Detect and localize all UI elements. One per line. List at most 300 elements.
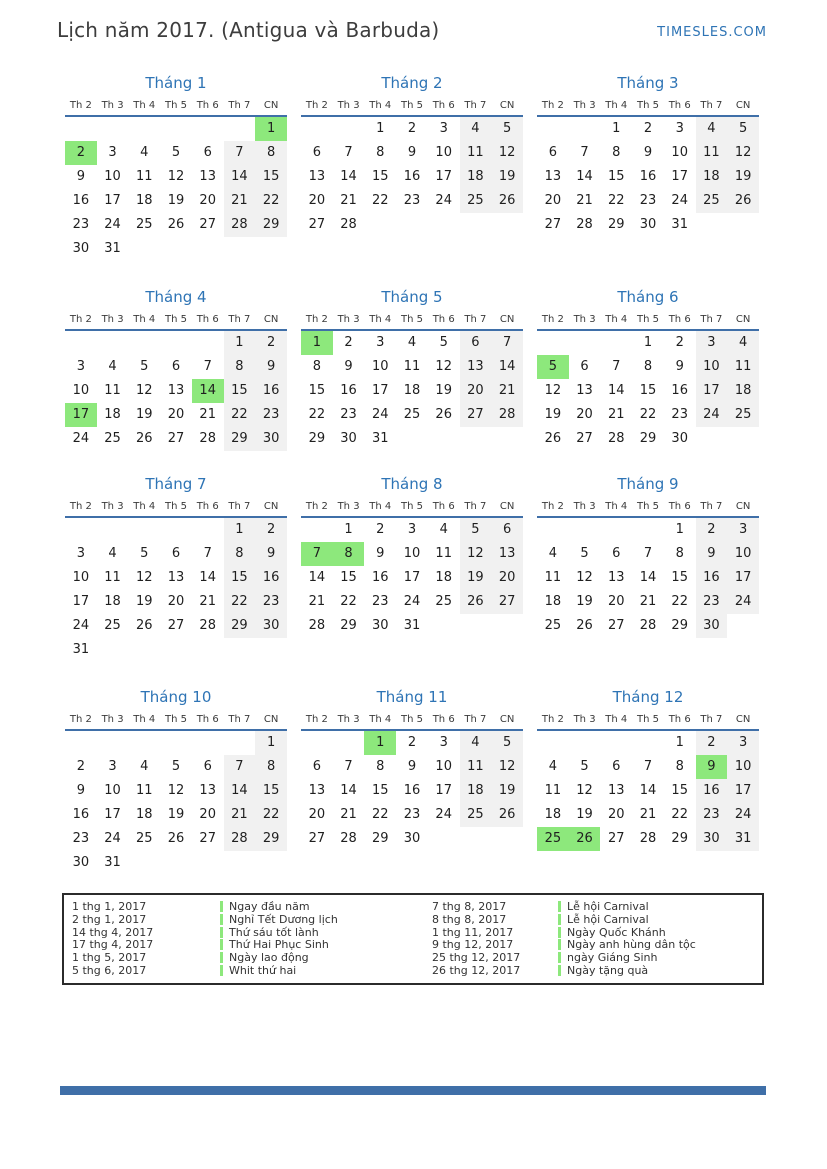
day-cell[interactable]: 19 — [167, 193, 185, 208]
day-cell[interactable]: 2 — [407, 735, 417, 750]
day-cell[interactable]: 8 — [675, 759, 684, 774]
day-cell[interactable]: 7 — [643, 546, 653, 561]
day-cell[interactable]: 25 — [403, 407, 421, 422]
day-cell[interactable]: 25 — [136, 217, 153, 232]
day-cell[interactable]: 26 — [167, 831, 185, 846]
day-cell[interactable]: 13 — [199, 169, 216, 184]
day-cell[interactable]: 9 — [76, 169, 85, 184]
day-cell[interactable]: 20 — [460, 379, 492, 403]
day-cell[interactable]: 8 — [643, 359, 653, 374]
day-cell[interactable]: 26 — [576, 618, 593, 633]
day-cell[interactable]: 19 — [136, 594, 153, 609]
day-cell[interactable]: 5 — [439, 335, 448, 350]
day-cell[interactable]: 1 — [612, 121, 621, 136]
day-cell[interactable]: 25 — [136, 831, 153, 846]
day-cell[interactable]: 19 — [435, 383, 452, 398]
day-cell[interactable]: 13 — [576, 383, 593, 398]
day-cell[interactable]: 4 — [548, 759, 557, 774]
day-cell[interactable]: 25 — [537, 827, 569, 851]
day-cell[interactable]: 24 — [72, 431, 90, 446]
day-cell[interactable]: 19 — [167, 807, 185, 822]
day-cell[interactable]: 23 — [639, 193, 657, 208]
day-cell[interactable]: 11 — [104, 570, 121, 585]
day-cell[interactable]: 1 — [675, 522, 684, 537]
day-cell[interactable]: 10 — [435, 145, 452, 160]
day-cell[interactable]: 14 — [308, 570, 326, 585]
day-cell[interactable]: 29 — [639, 431, 657, 446]
day-cell[interactable]: 27 — [199, 217, 216, 232]
day-cell[interactable]: 13 — [167, 570, 185, 585]
day-cell[interactable]: 26 — [544, 431, 562, 446]
day-cell[interactable]: 16 — [403, 169, 421, 184]
day-cell[interactable]: 28 — [340, 831, 357, 846]
day-cell[interactable]: 11 — [544, 570, 562, 585]
day-cell[interactable]: 12 — [544, 383, 562, 398]
day-cell[interactable]: 18 — [136, 193, 153, 208]
day-cell[interactable]: 27 — [608, 831, 625, 846]
day-cell[interactable]: 2 — [76, 759, 85, 774]
day-cell[interactable]: 30 — [255, 614, 287, 638]
day-cell[interactable]: 22 — [224, 403, 256, 427]
day-cell[interactable]: 20 — [167, 407, 185, 422]
day-cell[interactable]: 30 — [671, 431, 688, 446]
day-cell[interactable]: 16 — [72, 807, 90, 822]
day-cell[interactable]: 21 — [224, 189, 256, 213]
day-cell[interactable]: 5 — [491, 117, 523, 141]
day-cell[interactable]: 24 — [72, 618, 90, 633]
day-cell[interactable]: 25 — [727, 403, 759, 427]
day-cell[interactable]: 5 — [140, 359, 149, 374]
day-cell[interactable]: 26 — [491, 803, 523, 827]
day-cell[interactable]: 24 — [696, 403, 728, 427]
day-cell[interactable]: 25 — [460, 803, 492, 827]
day-cell[interactable]: 21 — [491, 379, 523, 403]
day-cell[interactable]: 18 — [136, 807, 153, 822]
day-cell[interactable]: 13 — [308, 783, 326, 798]
day-cell[interactable]: 8 — [675, 546, 684, 561]
day-cell[interactable]: 25 — [104, 618, 121, 633]
day-cell[interactable]: 5 — [491, 731, 523, 755]
day-cell[interactable]: 6 — [612, 759, 621, 774]
day-cell[interactable]: 1 — [643, 335, 653, 350]
day-cell[interactable]: 9 — [675, 359, 684, 374]
day-cell[interactable]: 2 — [675, 335, 684, 350]
day-cell[interactable]: 10 — [72, 570, 90, 585]
day-cell[interactable]: 21 — [199, 407, 216, 422]
day-cell[interactable]: 9 — [407, 759, 417, 774]
day-cell[interactable]: 15 — [671, 570, 688, 585]
day-cell[interactable]: 23 — [403, 193, 421, 208]
day-cell[interactable]: 31 — [372, 431, 389, 446]
day-cell[interactable]: 20 — [308, 193, 326, 208]
day-cell[interactable]: 16 — [72, 193, 90, 208]
day-cell[interactable]: 27 — [199, 831, 216, 846]
day-cell[interactable]: 30 — [403, 831, 421, 846]
day-cell[interactable]: 9 — [344, 359, 353, 374]
day-cell[interactable]: 29 — [224, 427, 256, 451]
day-cell[interactable]: 6 — [312, 145, 321, 160]
day-cell[interactable]: 21 — [199, 594, 216, 609]
day-cell[interactable]: 1 — [364, 731, 396, 755]
day-cell[interactable]: 14 — [576, 169, 593, 184]
day-cell[interactable]: 23 — [696, 590, 728, 614]
day-cell[interactable]: 9 — [376, 546, 385, 561]
day-cell[interactable]: 22 — [255, 189, 287, 213]
day-cell[interactable]: 11 — [435, 546, 452, 561]
day-cell[interactable]: 1 — [224, 518, 256, 542]
day-cell[interactable]: 4 — [460, 731, 492, 755]
day-cell[interactable]: 30 — [372, 618, 389, 633]
day-cell[interactable]: 14 — [491, 355, 523, 379]
day-cell[interactable]: 27 — [544, 217, 562, 232]
day-cell[interactable]: 9 — [643, 145, 653, 160]
day-cell[interactable]: 8 — [333, 542, 365, 566]
day-cell[interactable]: 31 — [72, 642, 90, 657]
day-cell[interactable]: 4 — [108, 546, 117, 561]
site-link[interactable]: TIMESLES.COM — [657, 25, 767, 40]
day-cell[interactable]: 6 — [548, 145, 557, 160]
day-cell[interactable]: 7 — [224, 141, 256, 165]
day-cell[interactable]: 5 — [171, 759, 181, 774]
day-cell[interactable]: 27 — [308, 831, 326, 846]
day-cell[interactable]: 16 — [696, 566, 728, 590]
day-cell[interactable]: 18 — [460, 165, 492, 189]
day-cell[interactable]: 26 — [435, 407, 452, 422]
day-cell[interactable]: 19 — [491, 779, 523, 803]
day-cell[interactable]: 12 — [435, 359, 452, 374]
day-cell[interactable]: 26 — [727, 189, 759, 213]
day-cell[interactable]: 28 — [576, 217, 593, 232]
day-cell[interactable]: 18 — [727, 379, 759, 403]
day-cell[interactable]: 24 — [727, 590, 759, 614]
day-cell[interactable]: 13 — [608, 570, 625, 585]
day-cell[interactable]: 28 — [199, 618, 216, 633]
day-cell[interactable]: 7 — [203, 546, 212, 561]
day-cell[interactable]: 5 — [580, 759, 589, 774]
day-cell[interactable]: 4 — [140, 759, 149, 774]
day-cell[interactable]: 6 — [171, 359, 181, 374]
day-cell[interactable]: 10 — [435, 759, 452, 774]
day-cell[interactable]: 26 — [491, 189, 523, 213]
day-cell[interactable]: 17 — [104, 193, 121, 208]
day-cell[interactable]: 27 — [167, 431, 185, 446]
day-cell[interactable]: 7 — [643, 759, 653, 774]
day-cell[interactable]: 26 — [136, 431, 153, 446]
day-cell[interactable]: 27 — [460, 403, 492, 427]
day-cell[interactable]: 30 — [72, 241, 90, 256]
day-cell[interactable]: 9 — [76, 783, 85, 798]
day-cell[interactable]: 7 — [580, 145, 589, 160]
day-cell[interactable]: 29 — [671, 831, 688, 846]
day-cell[interactable]: 5 — [727, 117, 759, 141]
day-cell[interactable]: 22 — [255, 803, 287, 827]
day-cell[interactable]: 1 — [255, 731, 287, 755]
day-cell[interactable]: 13 — [544, 169, 562, 184]
day-cell[interactable]: 17 — [372, 383, 389, 398]
day-cell[interactable]: 21 — [639, 807, 657, 822]
day-cell[interactable]: 17 — [727, 566, 759, 590]
day-cell[interactable]: 4 — [696, 117, 728, 141]
day-cell[interactable]: 15 — [255, 779, 287, 803]
day-cell[interactable]: 31 — [104, 241, 121, 256]
day-cell[interactable]: 22 — [639, 407, 657, 422]
day-cell[interactable]: 10 — [727, 755, 759, 779]
day-cell[interactable]: 10 — [104, 783, 121, 798]
day-cell[interactable]: 12 — [727, 141, 759, 165]
day-cell[interactable]: 12 — [136, 383, 153, 398]
day-cell[interactable]: 27 — [167, 618, 185, 633]
day-cell[interactable]: 30 — [639, 217, 657, 232]
day-cell[interactable]: 21 — [308, 594, 326, 609]
day-cell[interactable]: 9 — [696, 542, 728, 566]
day-cell[interactable]: 29 — [255, 213, 287, 237]
day-cell[interactable]: 26 — [460, 590, 492, 614]
day-cell[interactable]: 16 — [372, 570, 389, 585]
day-cell[interactable]: 19 — [544, 407, 562, 422]
day-cell[interactable]: 13 — [199, 783, 216, 798]
day-cell[interactable]: 22 — [224, 590, 256, 614]
day-cell[interactable]: 29 — [372, 831, 389, 846]
day-cell[interactable]: 16 — [340, 383, 357, 398]
day-cell[interactable]: 16 — [403, 783, 421, 798]
day-cell[interactable]: 31 — [104, 855, 121, 870]
day-cell[interactable]: 11 — [104, 383, 121, 398]
day-cell[interactable]: 30 — [255, 427, 287, 451]
day-cell[interactable]: 21 — [576, 193, 593, 208]
day-cell[interactable]: 19 — [576, 594, 593, 609]
day-cell[interactable]: 23 — [340, 407, 357, 422]
day-cell[interactable]: 6 — [491, 518, 523, 542]
day-cell[interactable]: 4 — [439, 522, 448, 537]
day-cell[interactable]: 25 — [104, 431, 121, 446]
day-cell[interactable]: 30 — [696, 827, 728, 851]
day-cell[interactable]: 6 — [171, 546, 181, 561]
day-cell[interactable]: 20 — [608, 807, 625, 822]
day-cell[interactable]: 15 — [372, 783, 389, 798]
day-cell[interactable]: 23 — [255, 590, 287, 614]
day-cell[interactable]: 4 — [727, 331, 759, 355]
day-cell[interactable]: 5 — [537, 355, 569, 379]
day-cell[interactable]: 7 — [203, 359, 212, 374]
day-cell[interactable]: 20 — [608, 594, 625, 609]
day-cell[interactable]: 17 — [65, 403, 97, 427]
day-cell[interactable]: 23 — [372, 594, 389, 609]
day-cell[interactable]: 6 — [203, 145, 212, 160]
day-cell[interactable]: 15 — [671, 783, 688, 798]
day-cell[interactable]: 21 — [639, 594, 657, 609]
day-cell[interactable]: 7 — [344, 145, 353, 160]
day-cell[interactable]: 3 — [108, 759, 117, 774]
day-cell[interactable]: 8 — [255, 755, 287, 779]
day-cell[interactable]: 25 — [544, 618, 562, 633]
day-cell[interactable]: 10 — [104, 169, 121, 184]
day-cell[interactable]: 17 — [72, 594, 90, 609]
day-cell[interactable]: 15 — [639, 383, 657, 398]
day-cell[interactable]: 14 — [639, 783, 657, 798]
day-cell[interactable]: 23 — [72, 217, 90, 232]
day-cell[interactable]: 6 — [203, 759, 212, 774]
day-cell[interactable]: 16 — [255, 566, 287, 590]
day-cell[interactable]: 12 — [491, 755, 523, 779]
day-cell[interactable]: 19 — [460, 566, 492, 590]
day-cell[interactable]: 4 — [407, 335, 417, 350]
day-cell[interactable]: 2 — [643, 121, 653, 136]
day-cell[interactable]: 18 — [403, 383, 421, 398]
day-cell[interactable]: 24 — [104, 217, 121, 232]
day-cell[interactable]: 24 — [435, 807, 452, 822]
day-cell[interactable]: 2 — [696, 518, 728, 542]
day-cell[interactable]: 22 — [671, 807, 688, 822]
day-cell[interactable]: 4 — [108, 359, 117, 374]
day-cell[interactable]: 11 — [460, 141, 492, 165]
day-cell[interactable]: 5 — [580, 546, 589, 561]
day-cell[interactable]: 1 — [224, 331, 256, 355]
day-cell[interactable]: 17 — [671, 169, 688, 184]
day-cell[interactable]: 18 — [104, 407, 121, 422]
day-cell[interactable]: 19 — [727, 165, 759, 189]
day-cell[interactable]: 21 — [224, 803, 256, 827]
day-cell[interactable]: 31 — [403, 618, 421, 633]
day-cell[interactable]: 14 — [192, 379, 224, 403]
day-cell[interactable]: 9 — [255, 355, 287, 379]
day-cell[interactable]: 5 — [140, 546, 149, 561]
day-cell[interactable]: 13 — [608, 783, 625, 798]
day-cell[interactable]: 3 — [376, 335, 385, 350]
day-cell[interactable]: 26 — [136, 618, 153, 633]
day-cell[interactable]: 31 — [671, 217, 688, 232]
day-cell[interactable]: 20 — [308, 807, 326, 822]
day-cell[interactable]: 1 — [675, 735, 684, 750]
day-cell[interactable]: 13 — [167, 383, 185, 398]
day-cell[interactable]: 18 — [460, 779, 492, 803]
day-cell[interactable]: 3 — [76, 546, 85, 561]
day-cell[interactable]: 16 — [696, 779, 728, 803]
day-cell[interactable]: 31 — [727, 827, 759, 851]
day-cell[interactable]: 7 — [301, 542, 333, 566]
day-cell[interactable]: 13 — [491, 542, 523, 566]
day-cell[interactable]: 15 — [308, 383, 326, 398]
day-cell[interactable]: 27 — [308, 217, 326, 232]
day-cell[interactable]: 21 — [340, 807, 357, 822]
day-cell[interactable]: 15 — [255, 165, 287, 189]
day-cell[interactable]: 8 — [312, 359, 321, 374]
day-cell[interactable]: 3 — [727, 731, 759, 755]
day-cell[interactable]: 13 — [460, 355, 492, 379]
day-cell[interactable]: 19 — [576, 807, 593, 822]
day-cell[interactable]: 10 — [403, 546, 421, 561]
day-cell[interactable]: 22 — [671, 594, 688, 609]
day-cell[interactable]: 2 — [65, 141, 97, 165]
day-cell[interactable]: 11 — [696, 141, 728, 165]
day-cell[interactable]: 12 — [167, 169, 185, 184]
day-cell[interactable]: 2 — [255, 331, 287, 355]
day-cell[interactable]: 29 — [340, 618, 357, 633]
day-cell[interactable]: 15 — [224, 379, 256, 403]
day-cell[interactable]: 3 — [108, 145, 117, 160]
day-cell[interactable]: 6 — [580, 359, 589, 374]
day-cell[interactable]: 12 — [576, 783, 593, 798]
day-cell[interactable]: 12 — [167, 783, 185, 798]
day-cell[interactable]: 18 — [544, 594, 562, 609]
day-cell[interactable]: 17 — [696, 379, 728, 403]
day-cell[interactable]: 3 — [439, 735, 448, 750]
day-cell[interactable]: 12 — [460, 542, 492, 566]
day-cell[interactable]: 24 — [727, 803, 759, 827]
day-cell[interactable]: 18 — [696, 165, 728, 189]
day-cell[interactable]: 10 — [671, 145, 688, 160]
day-cell[interactable]: 8 — [612, 145, 621, 160]
day-cell[interactable]: 29 — [308, 431, 326, 446]
day-cell[interactable]: 5 — [171, 145, 181, 160]
day-cell[interactable]: 2 — [696, 731, 728, 755]
day-cell[interactable]: 23 — [255, 403, 287, 427]
day-cell[interactable]: 25 — [460, 189, 492, 213]
day-cell[interactable]: 3 — [76, 359, 85, 374]
day-cell[interactable]: 28 — [491, 403, 523, 427]
day-cell[interactable]: 17 — [727, 779, 759, 803]
day-cell[interactable]: 14 — [608, 383, 625, 398]
day-cell[interactable]: 7 — [344, 759, 353, 774]
day-cell[interactable]: 20 — [576, 407, 593, 422]
day-cell[interactable]: 2 — [407, 121, 417, 136]
day-cell[interactable]: 19 — [491, 165, 523, 189]
day-cell[interactable]: 28 — [308, 618, 326, 633]
day-cell[interactable]: 10 — [696, 355, 728, 379]
day-cell[interactable]: 25 — [696, 189, 728, 213]
day-cell[interactable]: 22 — [340, 594, 357, 609]
day-cell[interactable]: 14 — [340, 169, 357, 184]
day-cell[interactable]: 8 — [376, 145, 385, 160]
day-cell[interactable]: 21 — [340, 193, 357, 208]
day-cell[interactable]: 3 — [727, 518, 759, 542]
day-cell[interactable]: 8 — [224, 542, 256, 566]
day-cell[interactable]: 30 — [340, 431, 357, 446]
day-cell[interactable]: 16 — [255, 379, 287, 403]
day-cell[interactable]: 16 — [671, 383, 688, 398]
day-cell[interactable]: 25 — [435, 594, 452, 609]
day-cell[interactable]: 24 — [403, 594, 421, 609]
day-cell[interactable]: 27 — [576, 431, 593, 446]
day-cell[interactable]: 23 — [72, 831, 90, 846]
day-cell[interactable]: 1 — [301, 331, 333, 355]
day-cell[interactable]: 6 — [460, 331, 492, 355]
day-cell[interactable]: 15 — [608, 169, 625, 184]
day-cell[interactable]: 29 — [671, 618, 688, 633]
day-cell[interactable]: 10 — [72, 383, 90, 398]
day-cell[interactable]: 10 — [727, 542, 759, 566]
day-cell[interactable]: 3 — [675, 121, 684, 136]
day-cell[interactable]: 28 — [608, 431, 625, 446]
day-cell[interactable]: 22 — [308, 407, 326, 422]
day-cell[interactable]: 23 — [671, 407, 688, 422]
day-cell[interactable]: 18 — [104, 594, 121, 609]
day-cell[interactable]: 11 — [136, 169, 153, 184]
day-cell[interactable]: 7 — [612, 359, 621, 374]
day-cell[interactable]: 14 — [639, 570, 657, 585]
day-cell[interactable]: 29 — [255, 827, 287, 851]
day-cell[interactable]: 12 — [136, 570, 153, 585]
day-cell[interactable]: 24 — [435, 193, 452, 208]
day-cell[interactable]: 4 — [548, 546, 557, 561]
day-cell[interactable]: 1 — [376, 121, 385, 136]
day-cell[interactable]: 20 — [491, 566, 523, 590]
day-cell[interactable]: 2 — [376, 522, 385, 537]
day-cell[interactable]: 17 — [104, 807, 121, 822]
day-cell[interactable]: 20 — [167, 594, 185, 609]
day-cell[interactable]: 23 — [696, 803, 728, 827]
day-cell[interactable]: 18 — [435, 570, 452, 585]
day-cell[interactable]: 20 — [544, 193, 562, 208]
